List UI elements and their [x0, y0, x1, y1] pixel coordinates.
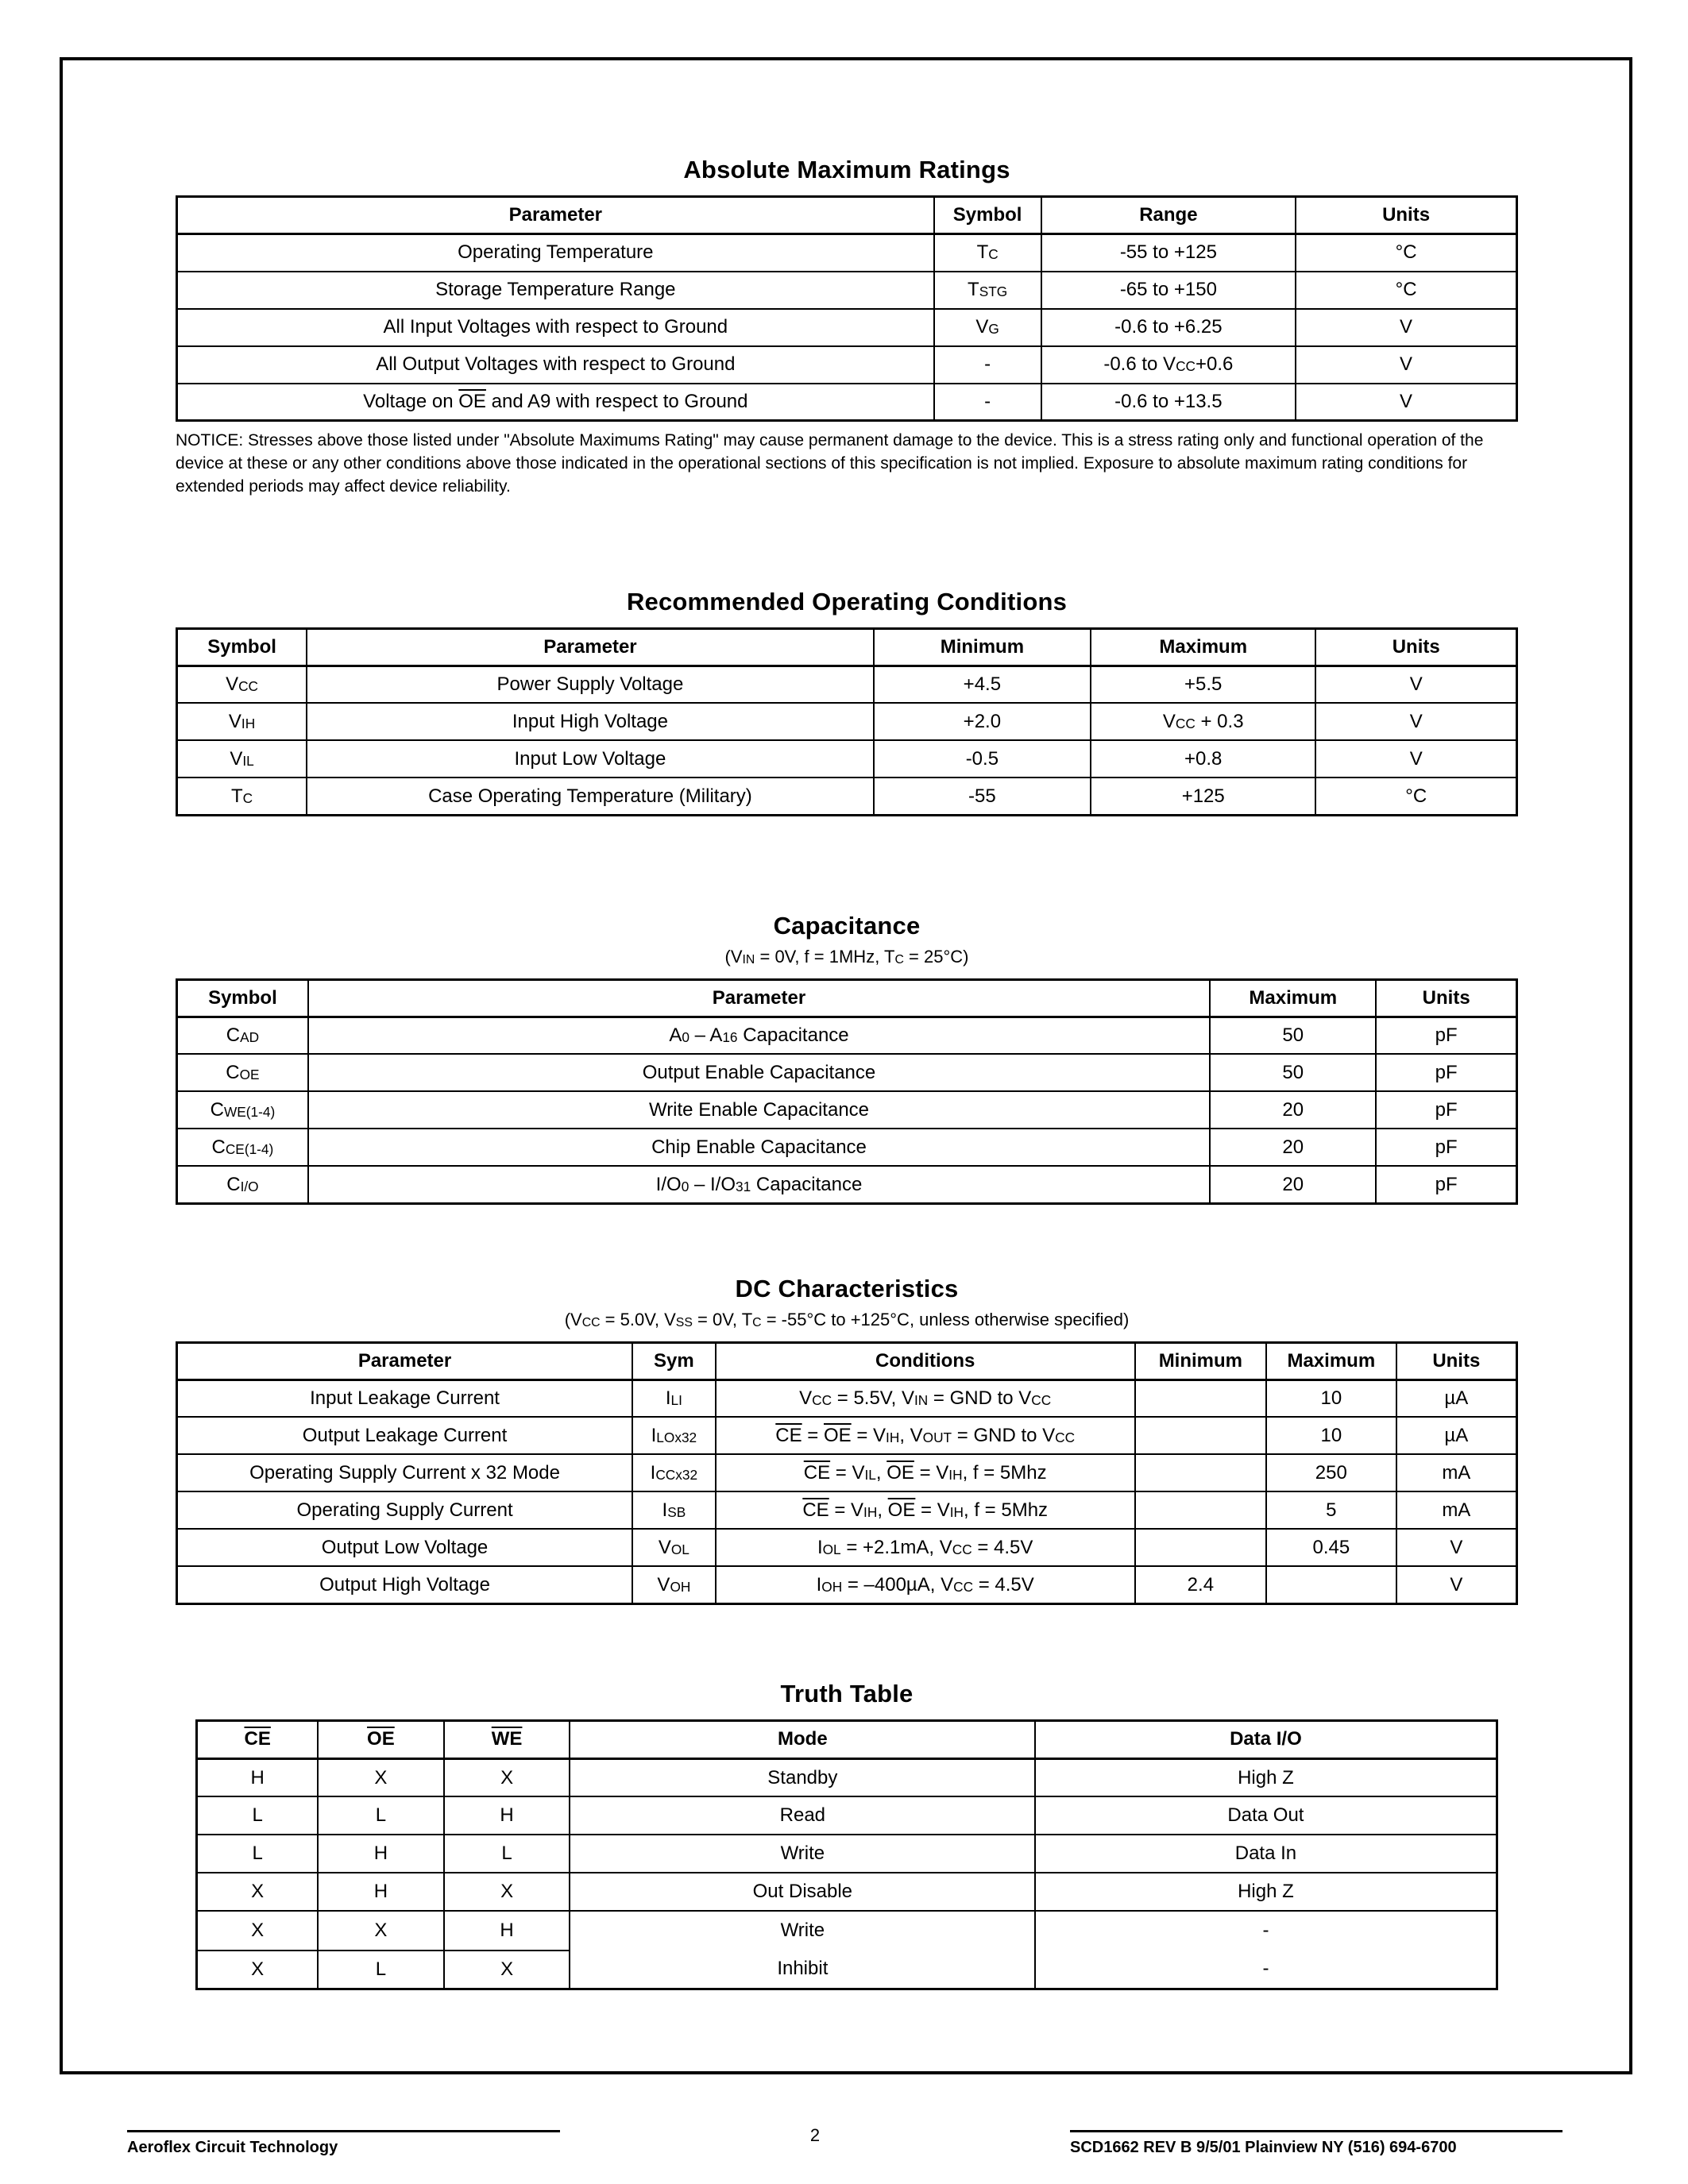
cell-minimum: 2.4: [1135, 1566, 1266, 1603]
cell-units: V: [1315, 703, 1516, 740]
cell-units: mA: [1396, 1491, 1517, 1529]
table-row: [197, 1835, 1497, 1873]
dc-characteristics-section: [176, 1275, 1518, 1605]
cell-maximum: 20: [1210, 1166, 1376, 1203]
cell-symbol: -: [934, 346, 1041, 384]
header-cell: Maximum: [1266, 1342, 1396, 1379]
cell-minimum: +4.5: [874, 666, 1091, 703]
cell-minimum: [1135, 1417, 1266, 1454]
cell-oe: X: [318, 1758, 444, 1796]
header-cell: Parameter: [307, 628, 874, 666]
cell-symbol: ICCx32: [632, 1454, 716, 1491]
cell-we: H: [444, 1796, 570, 1835]
header-cell: Symbol: [177, 979, 308, 1017]
absolute-maximum-ratings-section: [176, 156, 1518, 499]
cell-mode: Inhibit: [777, 1958, 829, 1980]
header-cell: Symbol: [934, 197, 1041, 234]
cell-symbol: VCC: [177, 666, 307, 703]
cell-mode-merged: [570, 1911, 1035, 1989]
cell-symbol: VIH: [177, 703, 307, 740]
cell-parameter: Operating Supply Current x 32 Mode: [177, 1454, 633, 1491]
cell-symbol: CAD: [177, 1017, 308, 1054]
footer-company: Aeroflex Circuit Technology: [127, 2130, 560, 2157]
cell-we: X: [444, 1951, 570, 1989]
cell-units: °C: [1315, 778, 1516, 815]
cell-maximum: 20: [1210, 1129, 1376, 1166]
cell-data-io: Data In: [1035, 1835, 1497, 1873]
cell-mode: Write: [780, 1920, 825, 1942]
table-row: [177, 1491, 1517, 1529]
cell-oe: H: [318, 1873, 444, 1911]
cell-units: V: [1315, 666, 1516, 703]
cell-parameter: Input Leakage Current: [177, 1379, 633, 1417]
cell-parameter: Voltage on $\overline{OE}$ and A9 with respect to Ground: [177, 384, 934, 421]
cell-ce: H: [197, 1758, 318, 1796]
capacitance-conditions: (VIN = 0V, f = 1MHz, TC = 25°C): [724, 946, 969, 967]
cell-units: V: [1296, 346, 1516, 384]
abs-max-notice: NOTICE: Stresses above those listed under "Absolute Maximums Rating" may cause permanent damage to the device. This is a stress rating only and functional operation of the device at these or any other conditions above those indicated in the operational sections of this specification is not implied. Exposure to absolute maximum rating conditions for extended periods may affect device reliability.: [176, 431, 1484, 496]
cell-maximum: 20: [1210, 1091, 1376, 1129]
table-row: [177, 666, 1517, 703]
cell-conditions: IOH = –400µA, VCC = 4.5V: [716, 1566, 1135, 1603]
table-row: [177, 778, 1517, 815]
cell-parameter: Storage Temperature Range: [177, 272, 934, 309]
table-row: [177, 1417, 1517, 1454]
cell-oe: L: [318, 1951, 444, 1989]
cell-conditions: $\overline{CE} = \overline{OE}$ = VIH, VOUT = GND to VCC: [716, 1417, 1135, 1454]
header-row: [177, 1342, 1517, 1379]
cell-data-io: -: [1262, 1920, 1269, 1942]
cell-ce: X: [197, 1951, 318, 1989]
cell-data-io: High Z: [1035, 1758, 1497, 1796]
header-cell: Units: [1396, 1342, 1517, 1379]
cell-symbol: ILOx32: [632, 1417, 716, 1454]
cell-units: pF: [1376, 1166, 1516, 1203]
cell-units: mA: [1396, 1454, 1517, 1491]
table-row: [177, 272, 1517, 309]
cell-conditions: $\overline{CE}$ = VIH, $\overline{OE}$ = VIH, f = 5Mhz: [716, 1491, 1135, 1529]
cell-range: -0.6 to +13.5: [1041, 384, 1296, 421]
table-row: [177, 740, 1517, 778]
section-title-capacitance: Capacitance: [773, 911, 921, 940]
header-cell: Sym: [632, 1342, 716, 1379]
cell-symbol: TSTG: [934, 272, 1041, 309]
page-number: 2: [809, 2125, 821, 2145]
cell-oe: X: [318, 1911, 444, 1950]
abs-max-table: [176, 195, 1518, 422]
table-row: [177, 1054, 1517, 1091]
cell-data-io: Data Out: [1035, 1796, 1497, 1835]
table-row: [177, 1454, 1517, 1491]
table-row: [177, 703, 1517, 740]
cell-minimum: [1135, 1379, 1266, 1417]
cell-maximum: 250: [1266, 1454, 1396, 1491]
header-cell-oe: $\overline{OE}$: [318, 1720, 444, 1758]
table-row: [197, 1873, 1497, 1911]
header-row: [177, 197, 1517, 234]
cell-mode: Standby: [570, 1758, 1035, 1796]
cell-maximum: +125: [1091, 778, 1315, 815]
header-cell: Maximum: [1091, 628, 1315, 666]
cell-symbol: VG: [934, 309, 1041, 346]
table-row: [177, 234, 1517, 272]
cell-minimum: [1135, 1529, 1266, 1566]
table-row: [177, 346, 1517, 384]
header-cell: Range: [1041, 197, 1296, 234]
table-row: [177, 309, 1517, 346]
cell-units: µA: [1396, 1379, 1517, 1417]
capacitance-table: [176, 978, 1518, 1205]
cell-maximum: +5.5: [1091, 666, 1315, 703]
cell-conditions: IOL = +2.1mA, VCC = 4.5V: [716, 1529, 1135, 1566]
cell-units: V: [1296, 384, 1516, 421]
cell-parameter: Input High Voltage: [307, 703, 874, 740]
cell-parameter: Operating Supply Current: [177, 1491, 633, 1529]
cell-data-io-merged: [1035, 1911, 1497, 1989]
cell-symbol: VOH: [632, 1566, 716, 1603]
table-row: [177, 1129, 1517, 1166]
cell-units: °C: [1296, 234, 1516, 272]
cell-parameter: Input Low Voltage: [307, 740, 874, 778]
cell-units: °C: [1296, 272, 1516, 309]
table-row: [177, 1017, 1517, 1054]
cell-ce: L: [197, 1835, 318, 1873]
cell-symbol: TC: [934, 234, 1041, 272]
cell-mode: Out Disable: [570, 1873, 1035, 1911]
cell-data-io: High Z: [1035, 1873, 1497, 1911]
cell-we: L: [444, 1835, 570, 1873]
cell-symbol: CCE(1-4): [177, 1129, 308, 1166]
cell-maximum: +0.8: [1091, 740, 1315, 778]
table-row: [177, 1379, 1517, 1417]
header-cell: Parameter: [308, 979, 1210, 1017]
cell-symbol: COE: [177, 1054, 308, 1091]
header-cell: Conditions: [716, 1342, 1135, 1379]
header-cell-ce: $\overline{CE}$: [197, 1720, 318, 1758]
table-row: [197, 1911, 1497, 1950]
cell-parameter: Operating Temperature: [177, 234, 934, 272]
cell-parameter: Output Leakage Current: [177, 1417, 633, 1454]
cell-parameter: Write Enable Capacitance: [308, 1091, 1210, 1129]
cell-parameter: Chip Enable Capacitance: [308, 1129, 1210, 1166]
section-title-roc: Recommended Operating Conditions: [626, 587, 1068, 615]
header-cell: Parameter: [177, 197, 934, 234]
header-cell: Maximum: [1210, 979, 1376, 1017]
cell-units: pF: [1376, 1091, 1516, 1129]
cell-symbol: CWE(1-4): [177, 1091, 308, 1129]
header-cell: Minimum: [874, 628, 1091, 666]
cell-minimum: [1135, 1454, 1266, 1491]
page-footer: [127, 2125, 1562, 2157]
cell-range: -0.6 to +6.25: [1041, 309, 1296, 346]
footer-doc-info: SCD1662 REV B 9/5/01 Plainview NY (516) 694-6700: [1070, 2130, 1562, 2157]
cell-minimum: +2.0: [874, 703, 1091, 740]
cell-symbol: CI/O: [177, 1166, 308, 1203]
cell-parameter: Output Low Voltage: [177, 1529, 633, 1566]
header-cell: Units: [1376, 979, 1516, 1017]
table-row: [177, 1091, 1517, 1129]
table-row: [177, 384, 1517, 421]
cell-symbol: VIL: [177, 740, 307, 778]
cell-symbol: ILI: [632, 1379, 716, 1417]
cell-minimum: [1135, 1491, 1266, 1529]
cell-maximum: 50: [1210, 1017, 1376, 1054]
truth-table-section: [176, 1680, 1518, 1991]
cell-we: X: [444, 1758, 570, 1796]
section-title-truth-table: Truth Table: [780, 1679, 914, 1707]
header-cell: Parameter: [177, 1342, 633, 1379]
cell-maximum: [1266, 1566, 1396, 1603]
cell-range: -55 to +125: [1041, 234, 1296, 272]
cell-oe: H: [318, 1835, 444, 1873]
cell-parameter: I/O0 – I/O31 Capacitance: [308, 1166, 1210, 1203]
dc-characteristics-table: [176, 1341, 1518, 1605]
header-cell-mode: Mode: [570, 1720, 1035, 1758]
header-cell-we: $\overline{WE}$: [444, 1720, 570, 1758]
cell-units: V: [1396, 1529, 1517, 1566]
cell-units: V: [1315, 740, 1516, 778]
cell-mode: Write: [570, 1835, 1035, 1873]
cell-we: X: [444, 1873, 570, 1911]
cell-symbol: -: [934, 384, 1041, 421]
cell-units: pF: [1376, 1129, 1516, 1166]
section-title-dc: DC Characteristics: [735, 1274, 959, 1302]
header-row: [197, 1720, 1497, 1758]
cell-units: µA: [1396, 1417, 1517, 1454]
section-title-abs-max: Absolute Maximum Ratings: [683, 156, 1010, 183]
table-row: [197, 1796, 1497, 1835]
cell-parameter: Output Enable Capacitance: [308, 1054, 1210, 1091]
cell-parameter: All Output Voltages with respect to Ground: [177, 346, 934, 384]
cell-units: V: [1396, 1566, 1517, 1603]
cell-we: H: [444, 1911, 570, 1950]
cell-range: -65 to +150: [1041, 272, 1296, 309]
roc-table: [176, 627, 1518, 816]
truth-table: [195, 1719, 1497, 1991]
cell-symbol: ISB: [632, 1491, 716, 1529]
cell-parameter: Output High Voltage: [177, 1566, 633, 1603]
cell-parameter: A0 – A16 Capacitance: [308, 1017, 1210, 1054]
cell-maximum: VCC + 0.3: [1091, 703, 1315, 740]
table-row: [177, 1166, 1517, 1203]
cell-parameter: All Input Voltages with respect to Ground: [177, 309, 934, 346]
header-cell: Units: [1296, 197, 1516, 234]
cell-oe: L: [318, 1796, 444, 1835]
cell-mode: Read: [570, 1796, 1035, 1835]
page-border-frame: [60, 57, 1632, 2074]
cell-maximum: 5: [1266, 1491, 1396, 1529]
cell-ce: X: [197, 1911, 318, 1950]
capacitance-section: [176, 912, 1518, 1205]
cell-ce: L: [197, 1796, 318, 1835]
cell-parameter: Power Supply Voltage: [307, 666, 874, 703]
recommended-operating-conditions-section: [176, 588, 1518, 816]
cell-minimum: -55: [874, 778, 1091, 815]
cell-maximum: 0.45: [1266, 1529, 1396, 1566]
header-row: [177, 628, 1517, 666]
cell-units: pF: [1376, 1017, 1516, 1054]
cell-maximum: 10: [1266, 1417, 1396, 1454]
header-cell: Minimum: [1135, 1342, 1266, 1379]
cell-maximum: 10: [1266, 1379, 1396, 1417]
cell-units: pF: [1376, 1054, 1516, 1091]
cell-maximum: 50: [1210, 1054, 1376, 1091]
table-row: [177, 1566, 1517, 1603]
cell-ce: X: [197, 1873, 318, 1911]
header-cell-data-io: Data I/O: [1035, 1720, 1497, 1758]
cell-range: -0.6 to VCC+0.6: [1041, 346, 1296, 384]
header-cell: Symbol: [177, 628, 307, 666]
header-row: [177, 979, 1517, 1017]
cell-symbol: TC: [177, 778, 307, 815]
cell-symbol: VOL: [632, 1529, 716, 1566]
cell-parameter: Case Operating Temperature (Military): [307, 778, 874, 815]
cell-conditions: VCC = 5.5V, VIN = GND to VCC: [716, 1379, 1135, 1417]
table-row: [177, 1529, 1517, 1566]
table-row: [197, 1758, 1497, 1796]
cell-units: V: [1296, 309, 1516, 346]
dc-conditions: (VCC = 5.0V, VSS = 0V, TC = -55°C to +125°C, unless otherwise specified): [564, 1309, 1130, 1329]
cell-conditions: $\overline{CE}$ = VIL, $\overline{OE}$ = VIH, f = 5Mhz: [716, 1454, 1135, 1491]
header-cell: Units: [1315, 628, 1516, 666]
cell-data-io: -: [1262, 1958, 1269, 1980]
cell-minimum: -0.5: [874, 740, 1091, 778]
